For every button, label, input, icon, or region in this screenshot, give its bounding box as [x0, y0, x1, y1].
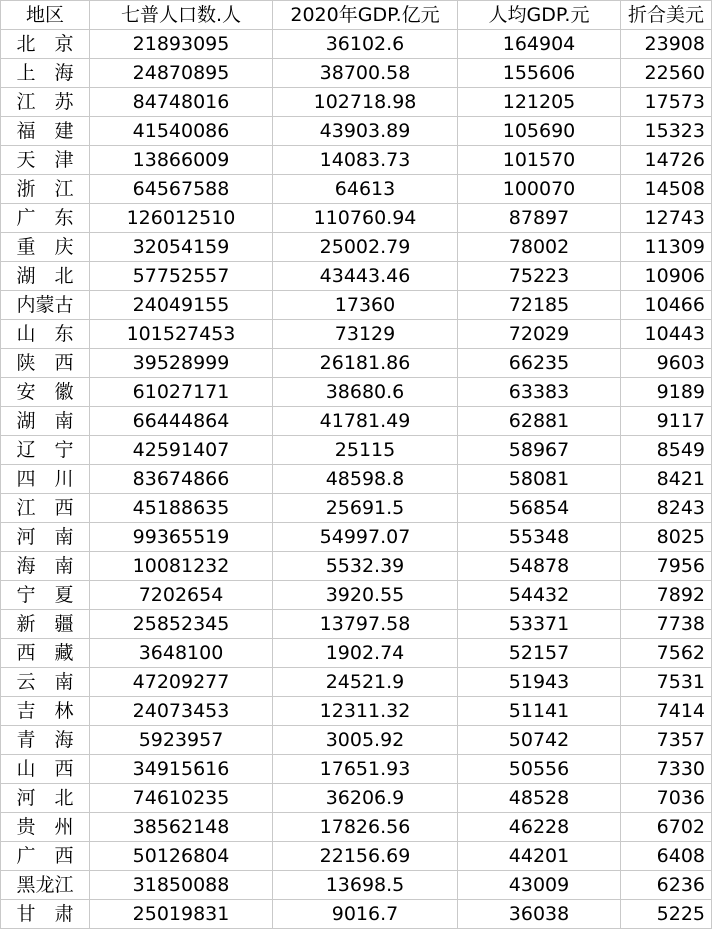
gdp-cell: 1902.74 [273, 639, 458, 668]
population-cell: 21893095 [90, 30, 273, 59]
table-row [1, 581, 712, 610]
usd-cell: 15323 [621, 117, 712, 146]
gdp-cell: 5532.39 [273, 552, 458, 581]
usd-cell: 7036 [621, 784, 712, 813]
usd-cell: 22560 [621, 59, 712, 88]
gdp-cell: 36102.6 [273, 30, 458, 59]
region-cell: 海 南 [1, 552, 90, 581]
table-row [1, 668, 712, 697]
gdp-cell: 25002.79 [273, 233, 458, 262]
region-cell: 广 西 [1, 842, 90, 871]
gdp-cell: 3920.55 [273, 581, 458, 610]
population-cell: 7202654 [90, 581, 273, 610]
gdp-per-capita-cell: 56854 [458, 494, 621, 523]
gdp-per-capita-cell: 48528 [458, 784, 621, 813]
table-row [1, 378, 712, 407]
gdp-per-capita-cell: 75223 [458, 262, 621, 291]
gdp-per-capita-cell: 51943 [458, 668, 621, 697]
gdp-per-capita-cell: 164904 [458, 30, 621, 59]
table-row [1, 494, 712, 523]
usd-cell: 8421 [621, 465, 712, 494]
table-row [1, 755, 712, 784]
region-cell: 宁 夏 [1, 581, 90, 610]
region-cell: 河 北 [1, 784, 90, 813]
population-cell: 31850088 [90, 871, 273, 900]
gdp-per-capita-cell: 155606 [458, 59, 621, 88]
gdp-per-capita-cell: 53371 [458, 610, 621, 639]
gdp-cell: 13698.5 [273, 871, 458, 900]
gdp-cell: 13797.58 [273, 610, 458, 639]
gdp-per-capita-cell: 63383 [458, 378, 621, 407]
gdp-per-capita-cell: 121205 [458, 88, 621, 117]
gdp-per-capita-cell: 50556 [458, 755, 621, 784]
gdp-cell: 12311.32 [273, 697, 458, 726]
table-row [1, 233, 712, 262]
table-row [1, 262, 712, 291]
table-row [1, 610, 712, 639]
header-gdp-per-capita: 人均GDP.元 [458, 1, 621, 30]
gdp-cell: 3005.92 [273, 726, 458, 755]
usd-cell: 7330 [621, 755, 712, 784]
usd-cell: 6702 [621, 813, 712, 842]
usd-cell: 10906 [621, 262, 712, 291]
population-cell: 83674866 [90, 465, 273, 494]
usd-cell: 7414 [621, 697, 712, 726]
gdp-per-capita-cell: 50742 [458, 726, 621, 755]
gdp-cell: 110760.94 [273, 204, 458, 233]
population-cell: 24049155 [90, 291, 273, 320]
usd-cell: 23908 [621, 30, 712, 59]
table-row [1, 871, 712, 900]
usd-cell: 7531 [621, 668, 712, 697]
table-row [1, 117, 712, 146]
table-row [1, 349, 712, 378]
region-cell: 西 藏 [1, 639, 90, 668]
usd-cell: 6408 [621, 842, 712, 871]
population-cell: 24870895 [90, 59, 273, 88]
gdp-per-capita-cell: 54878 [458, 552, 621, 581]
gdp-per-capita-cell: 101570 [458, 146, 621, 175]
gdp-per-capita-cell: 62881 [458, 407, 621, 436]
gdp-cell: 17826.56 [273, 813, 458, 842]
population-cell: 39528999 [90, 349, 273, 378]
region-cell: 河 南 [1, 523, 90, 552]
region-cell: 安 徽 [1, 378, 90, 407]
gdp-per-capita-cell: 54432 [458, 581, 621, 610]
population-cell: 25019831 [90, 900, 273, 929]
region-cell: 天 津 [1, 146, 90, 175]
gdp-cell: 73129 [273, 320, 458, 349]
gdp-cell: 22156.69 [273, 842, 458, 871]
usd-cell: 8243 [621, 494, 712, 523]
region-cell: 湖 北 [1, 262, 90, 291]
region-cell: 辽 宁 [1, 436, 90, 465]
table-row [1, 842, 712, 871]
region-cell: 江 西 [1, 494, 90, 523]
population-cell: 42591407 [90, 436, 273, 465]
table-row [1, 88, 712, 117]
population-cell: 25852345 [90, 610, 273, 639]
table-row [1, 291, 712, 320]
gdp-per-capita-cell: 51141 [458, 697, 621, 726]
table-row [1, 639, 712, 668]
table-row [1, 407, 712, 436]
table-row [1, 30, 712, 59]
region-cell: 陕 西 [1, 349, 90, 378]
table-body [1, 30, 712, 929]
gdp-cell: 48598.8 [273, 465, 458, 494]
gdp-per-capita-cell: 46228 [458, 813, 621, 842]
region-cell: 四 川 [1, 465, 90, 494]
gdp-per-capita-cell: 43009 [458, 871, 621, 900]
region-cell: 北 京 [1, 30, 90, 59]
usd-cell: 9189 [621, 378, 712, 407]
region-cell: 山 西 [1, 755, 90, 784]
table-row [1, 175, 712, 204]
table-row [1, 552, 712, 581]
population-cell: 99365519 [90, 523, 273, 552]
gdp-cell: 17651.93 [273, 755, 458, 784]
population-cell: 84748016 [90, 88, 273, 117]
gdp-cell: 41781.49 [273, 407, 458, 436]
gdp-cell: 64613 [273, 175, 458, 204]
region-cell: 青 海 [1, 726, 90, 755]
region-cell: 湖 南 [1, 407, 90, 436]
usd-cell: 6236 [621, 871, 712, 900]
gdp-per-capita-cell: 72185 [458, 291, 621, 320]
gdp-cell: 14083.73 [273, 146, 458, 175]
gdp-cell: 43903.89 [273, 117, 458, 146]
gdp-cell: 9016.7 [273, 900, 458, 929]
gdp-cell: 38680.6 [273, 378, 458, 407]
usd-cell: 12743 [621, 204, 712, 233]
table-row [1, 726, 712, 755]
usd-cell: 7738 [621, 610, 712, 639]
gdp-cell: 24521.9 [273, 668, 458, 697]
usd-cell: 7892 [621, 581, 712, 610]
region-cell: 黑龙江 [1, 871, 90, 900]
usd-cell: 7357 [621, 726, 712, 755]
population-cell: 101527453 [90, 320, 273, 349]
region-cell: 上 海 [1, 59, 90, 88]
region-cell: 内蒙古 [1, 291, 90, 320]
population-cell: 74610235 [90, 784, 273, 813]
usd-cell: 7562 [621, 639, 712, 668]
population-cell: 34915616 [90, 755, 273, 784]
population-cell: 64567588 [90, 175, 273, 204]
gdp-cell: 25115 [273, 436, 458, 465]
header-gdp: 2020年GDP.亿元 [273, 1, 458, 30]
usd-cell: 9117 [621, 407, 712, 436]
population-cell: 5923957 [90, 726, 273, 755]
table-row [1, 697, 712, 726]
gdp-per-capita-cell: 44201 [458, 842, 621, 871]
header-row [1, 1, 712, 30]
gdp-per-capita-cell: 58967 [458, 436, 621, 465]
table-row [1, 320, 712, 349]
gdp-per-capita-cell: 105690 [458, 117, 621, 146]
population-cell: 32054159 [90, 233, 273, 262]
gdp-per-capita-cell: 66235 [458, 349, 621, 378]
usd-cell: 14726 [621, 146, 712, 175]
population-cell: 66444864 [90, 407, 273, 436]
gdp-per-capita-cell: 52157 [458, 639, 621, 668]
population-cell: 57752557 [90, 262, 273, 291]
usd-cell: 9603 [621, 349, 712, 378]
gdp-per-capita-cell: 72029 [458, 320, 621, 349]
table-row [1, 523, 712, 552]
gdp-per-capita-cell: 36038 [458, 900, 621, 929]
region-cell: 吉 林 [1, 697, 90, 726]
header-usd: 折合美元 [621, 1, 712, 30]
population-cell: 38562148 [90, 813, 273, 842]
gdp-per-capita-cell: 78002 [458, 233, 621, 262]
region-cell: 福 建 [1, 117, 90, 146]
region-cell: 新 疆 [1, 610, 90, 639]
header-population: 七普人口数.人 [90, 1, 273, 30]
usd-cell: 14508 [621, 175, 712, 204]
usd-cell: 10466 [621, 291, 712, 320]
region-cell: 山 东 [1, 320, 90, 349]
gdp-cell: 43443.46 [273, 262, 458, 291]
table-row [1, 813, 712, 842]
gdp-cell: 25691.5 [273, 494, 458, 523]
gdp-per-capita-cell: 87897 [458, 204, 621, 233]
table-row [1, 436, 712, 465]
population-cell: 45188635 [90, 494, 273, 523]
population-cell: 13866009 [90, 146, 273, 175]
region-cell: 甘 肃 [1, 900, 90, 929]
region-cell: 贵 州 [1, 813, 90, 842]
table-row [1, 900, 712, 929]
region-cell: 浙 江 [1, 175, 90, 204]
population-cell: 50126804 [90, 842, 273, 871]
gdp-cell: 38700.58 [273, 59, 458, 88]
gdp-cell: 36206.9 [273, 784, 458, 813]
region-cell: 重 庆 [1, 233, 90, 262]
usd-cell: 8549 [621, 436, 712, 465]
region-cell: 广 东 [1, 204, 90, 233]
gdp-per-capita-cell: 58081 [458, 465, 621, 494]
region-cell: 江 苏 [1, 88, 90, 117]
gdp-per-capita-cell: 100070 [458, 175, 621, 204]
population-cell: 126012510 [90, 204, 273, 233]
population-cell: 41540086 [90, 117, 273, 146]
usd-cell: 10443 [621, 320, 712, 349]
usd-cell: 7956 [621, 552, 712, 581]
usd-cell: 17573 [621, 88, 712, 117]
population-cell: 24073453 [90, 697, 273, 726]
usd-cell: 11309 [621, 233, 712, 262]
population-cell: 47209277 [90, 668, 273, 697]
gdp-cell: 102718.98 [273, 88, 458, 117]
gdp-cell: 17360 [273, 291, 458, 320]
table-row [1, 146, 712, 175]
usd-cell: 8025 [621, 523, 712, 552]
gdp-cell: 54997.07 [273, 523, 458, 552]
table-row [1, 204, 712, 233]
gdp-per-capita-cell: 55348 [458, 523, 621, 552]
region-cell: 云 南 [1, 668, 90, 697]
table-row [1, 784, 712, 813]
table-row [1, 59, 712, 88]
population-cell: 61027171 [90, 378, 273, 407]
gdp-cell: 26181.86 [273, 349, 458, 378]
usd-cell: 5225 [621, 900, 712, 929]
population-cell: 3648100 [90, 639, 273, 668]
header-region: 地区 [1, 1, 90, 30]
table-row [1, 465, 712, 494]
population-cell: 10081232 [90, 552, 273, 581]
